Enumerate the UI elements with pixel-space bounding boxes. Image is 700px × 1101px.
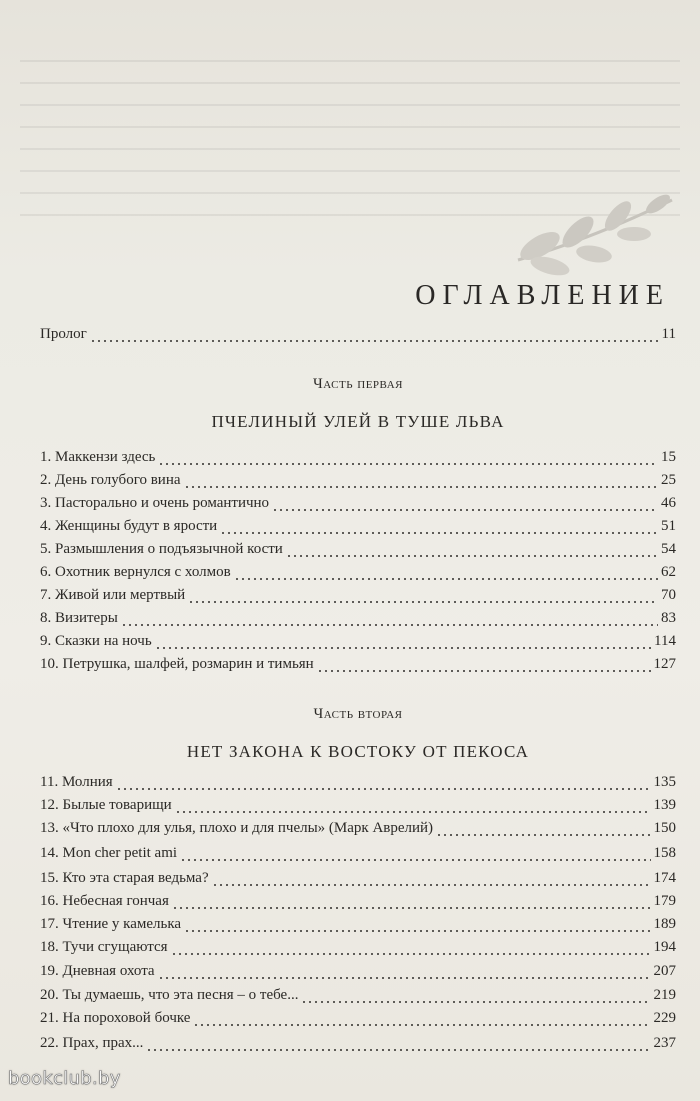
entry-page: 189 bbox=[653, 916, 676, 932]
part-title: ПЧЕЛИНЫЙ УЛЕЙ В ТУШЕ ЛЬВА bbox=[211, 412, 505, 431]
dot-leader bbox=[317, 669, 651, 673]
entry-title: 3. Пасторально и очень романтично bbox=[40, 495, 270, 511]
entry-title: 1. Маккензи здесь bbox=[40, 449, 156, 465]
toc-entry[interactable] bbox=[40, 610, 676, 632]
entry-page: 51 bbox=[661, 518, 676, 534]
entry-title: 4. Женщины будут в ярости bbox=[40, 518, 218, 534]
entry-page: 62 bbox=[661, 564, 676, 580]
entry-page: 139 bbox=[653, 797, 676, 813]
toc-entry[interactable] bbox=[40, 939, 676, 961]
toc-entry[interactable] bbox=[40, 797, 676, 819]
part-title: НЕТ ЗАКОНА К ВОСТОКУ ОТ ПЕКОСА bbox=[186, 742, 530, 761]
entry-page: 229 bbox=[653, 1010, 676, 1026]
entry-page: 219 bbox=[653, 987, 676, 1003]
dot-leader bbox=[193, 1023, 650, 1027]
toc-heading: ОГЛАВЛЕНИЕ bbox=[415, 280, 670, 311]
toc-entry[interactable] bbox=[40, 820, 676, 842]
entry-page: 114 bbox=[654, 633, 676, 649]
entry-title: 18. Тучи сгущаются bbox=[40, 939, 168, 955]
dot-leader bbox=[184, 929, 650, 933]
entry-title: 22. Прах, прах... bbox=[40, 1035, 144, 1051]
toc-entry[interactable] bbox=[40, 916, 676, 938]
entry-page: 194 bbox=[653, 939, 676, 955]
entry-page: 158 bbox=[653, 845, 676, 861]
toc-entry[interactable] bbox=[40, 774, 676, 796]
dot-leader bbox=[180, 858, 650, 862]
toc-entry[interactable] bbox=[40, 1010, 676, 1032]
entry-title: 19. Дневная охота bbox=[40, 963, 155, 979]
entry-page: 54 bbox=[661, 541, 676, 557]
entry-title: 7. Живой или мертвый bbox=[40, 587, 186, 603]
entry-title: 14. Mon cher petit ami bbox=[40, 845, 178, 861]
dot-leader bbox=[155, 646, 651, 650]
dot-leader bbox=[212, 883, 651, 887]
entry-page: 174 bbox=[653, 870, 676, 886]
leaf-branch-ornament bbox=[510, 188, 680, 278]
dot-leader bbox=[172, 906, 651, 910]
toc-entry[interactable] bbox=[40, 472, 676, 494]
entry-title: Пролог bbox=[40, 326, 87, 342]
dot-leader bbox=[158, 462, 658, 466]
entry-title: 5. Размышления о подъязычной кости bbox=[40, 541, 283, 557]
toc-entry[interactable] bbox=[40, 564, 676, 586]
entry-title: 13. «Что плохо для улья, плохо и для пчелы» (Марк Аврелий) bbox=[40, 820, 434, 836]
toc-entry[interactable] bbox=[40, 541, 676, 563]
toc-entry[interactable] bbox=[40, 893, 676, 915]
dot-leader bbox=[272, 508, 658, 512]
entry-title: 21. На пороховой бочке bbox=[40, 1010, 191, 1026]
entry-page: 135 bbox=[653, 774, 676, 790]
toc-entry[interactable] bbox=[40, 1035, 676, 1057]
toc-entry[interactable] bbox=[40, 656, 676, 678]
dot-leader bbox=[301, 1000, 650, 1004]
entry-title: 2. День голубого вина bbox=[40, 472, 181, 488]
entry-page: 127 bbox=[653, 656, 676, 672]
dot-leader bbox=[116, 787, 651, 791]
entry-page: 150 bbox=[653, 820, 676, 836]
dot-leader bbox=[90, 339, 659, 343]
entry-title: 20. Ты думаешь, что эта песня – о тебе... bbox=[40, 987, 299, 1003]
dot-leader bbox=[184, 485, 658, 489]
entry-title: 8. Визитеры bbox=[40, 610, 118, 626]
watermark-logo: bookclub.by bbox=[8, 1068, 121, 1089]
toc-entry[interactable] bbox=[40, 845, 676, 867]
dot-leader bbox=[121, 623, 658, 627]
toc-entry[interactable] bbox=[40, 518, 676, 540]
entry-title: 9. Сказки на ночь bbox=[40, 633, 152, 649]
dot-leader bbox=[175, 810, 651, 814]
dot-leader bbox=[286, 554, 658, 558]
dot-leader bbox=[171, 952, 651, 956]
entry-title: 11. Молния bbox=[40, 774, 113, 790]
toc-entry[interactable] bbox=[40, 633, 676, 655]
dot-leader bbox=[234, 577, 658, 581]
entry-page: 83 bbox=[661, 610, 676, 626]
toc-entry[interactable] bbox=[40, 963, 676, 985]
entry-title: 17. Чтение у камелька bbox=[40, 916, 182, 932]
dot-leader bbox=[158, 976, 651, 980]
entry-page: 15 bbox=[661, 449, 676, 465]
entry-page: 46 bbox=[661, 495, 676, 511]
entry-page: 25 bbox=[661, 472, 676, 488]
entry-title: 15. Кто эта старая ведьма? bbox=[40, 870, 209, 886]
toc-entry[interactable] bbox=[40, 587, 676, 609]
toc-entry[interactable] bbox=[40, 449, 676, 471]
entry-title: 12. Былые товарищи bbox=[40, 797, 172, 813]
dot-leader bbox=[436, 833, 650, 837]
dot-leader bbox=[188, 600, 658, 604]
entry-page: 179 bbox=[653, 893, 676, 909]
entry-title: 10. Петрушка, шалфей, розмарин и тимьян bbox=[40, 656, 314, 672]
entry-title: 16. Небесная гончая bbox=[40, 893, 169, 909]
part-label: Часть вторая bbox=[313, 706, 403, 722]
toc-entry[interactable] bbox=[40, 495, 676, 517]
entry-title: 6. Охотник вернулся с холмов bbox=[40, 564, 231, 580]
entry-page: 207 bbox=[653, 963, 676, 979]
entry-page: 237 bbox=[653, 1035, 676, 1051]
entry-page: 11 bbox=[661, 326, 676, 342]
toc-entry[interactable] bbox=[40, 987, 676, 1009]
entry-page: 70 bbox=[661, 587, 676, 603]
dot-leader bbox=[220, 531, 658, 535]
toc-entry-prologue[interactable] bbox=[40, 326, 676, 348]
dot-leader bbox=[146, 1048, 650, 1052]
toc-entry[interactable] bbox=[40, 870, 676, 892]
part-label: Часть первая bbox=[313, 376, 403, 392]
